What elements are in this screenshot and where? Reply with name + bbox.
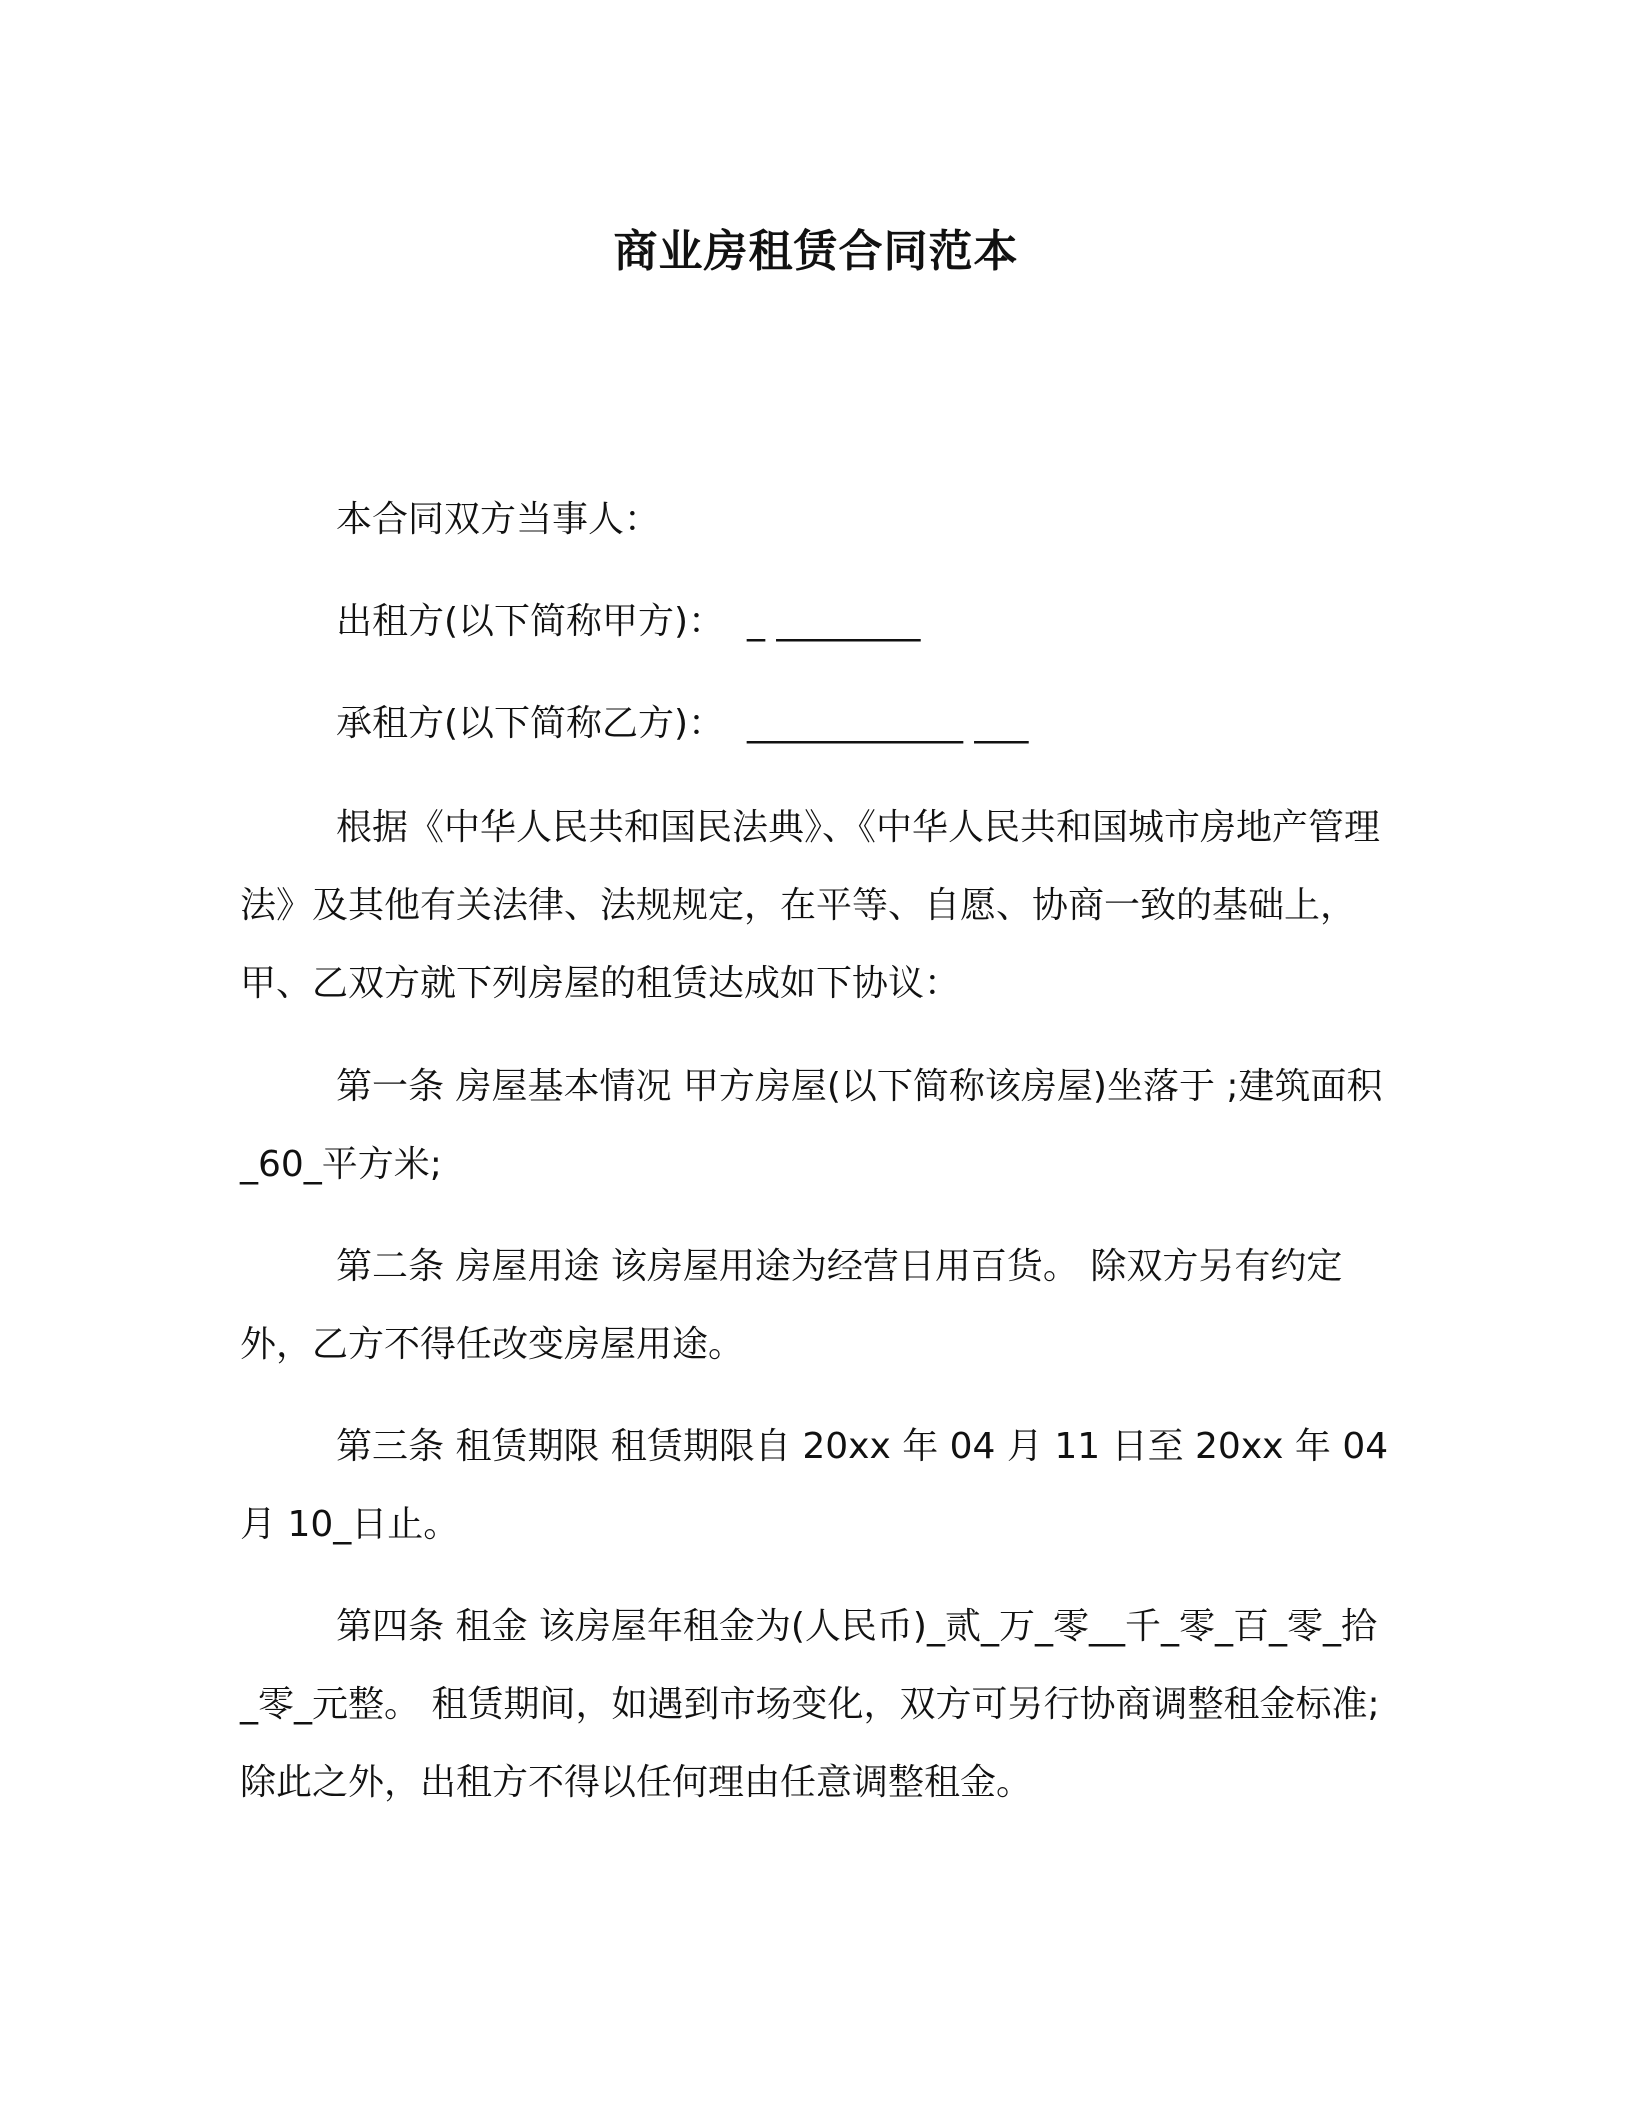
contract-basis-paragraph xyxy=(240,789,1390,1023)
contract-basis-text: 根据《中华人民共和国民法典》、《中华人民共和国城市房地产管理法》及其他有关法律、法规规定，在平等、自愿、协商一致的基础上，甲、乙双方就下列房屋的租赁达成如下协议： xyxy=(240,807,1381,1004)
article-3-text: 第三条 租赁期限 租赁期限自 20xx 年 04 月 11 日至 20xx 年 04 月 10_日止。 xyxy=(240,1426,1400,1545)
article-1-paragraph xyxy=(240,1048,1390,1204)
lessor-line: 出租方(以下简称甲方)： _ ________ xyxy=(336,601,921,642)
parties-intro: 本合同双方当事人： xyxy=(336,499,661,540)
document-title: 商业房租赁合同范本 xyxy=(613,226,1019,277)
lessee-line: 承租方(以下简称乙方)： ____________ ___ xyxy=(336,703,1029,744)
article-4-text: 第四条 租金 该房屋年租金为(人民币)_贰_万_零__千_零_百_零_拾_零_元整。 租赁期间，如遇到市场变化，双方可另行协商调整租金标准;除此之外，出租方不得以任何理由任意调整租金。 xyxy=(240,1606,1380,1803)
article-3-paragraph xyxy=(240,1408,1400,1564)
article-4-paragraph xyxy=(240,1588,1390,1822)
article-2-text: 第二条 房屋用途 该房屋用途为经营日用百货。 除双方另有约定外，乙方不得任改变房屋用途。 xyxy=(240,1246,1343,1365)
article-1-text: 第一条 房屋基本情况 甲方房屋(以下简称该房屋)坐落于 ;建筑面积_60_平方米; xyxy=(240,1066,1383,1185)
article-2-paragraph xyxy=(240,1228,1390,1384)
